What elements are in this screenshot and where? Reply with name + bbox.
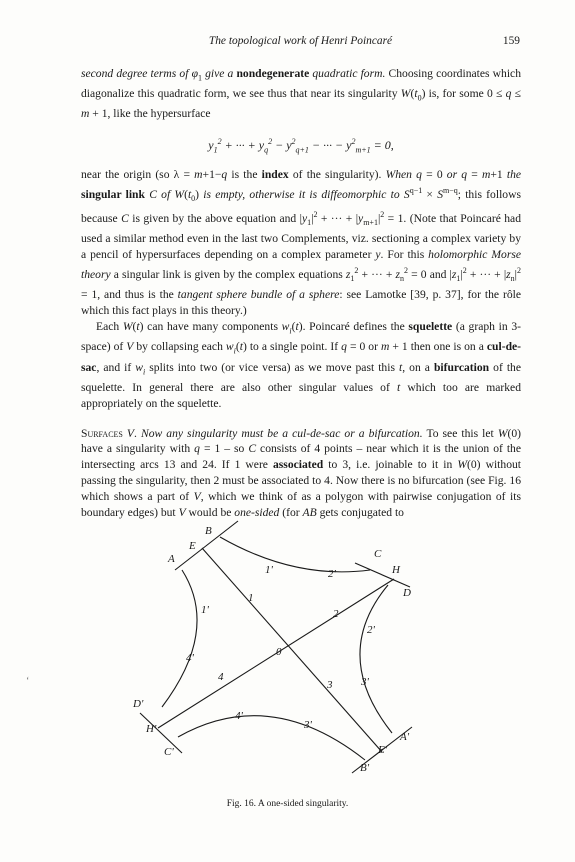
label-B-prime: B'	[360, 762, 370, 774]
label-1-prime-top: 1'	[265, 564, 273, 576]
page-number: 159	[502, 35, 520, 47]
paragraph-4: Surfaces V. Now any singularity must be a cul-de-sac or a bifurcation. To see this let W(0) have a singularity with q = 1 – so C consists of 4 points – near which it is the union of the intersecting arcs 13 and 24. If 1 were associated to 3, i.e. joinable to it in W(0) without passing the singularity, then 2 must be associated to 4. Now there is no bifurcation (see Fig. 16 which shows a part of V, which we think of as a polygon with pairwise conjugation of its boundary edges) but V would be one-sided (for AB gets conjugated to	[81, 426, 522, 520]
label-4-prime-left: 4'	[186, 652, 194, 664]
label-2-prime-right: 2'	[367, 624, 375, 636]
arc-left	[162, 570, 197, 707]
label-B: B	[205, 525, 212, 537]
figure-16	[120, 515, 450, 775]
label-3-prime-right: 3'	[361, 676, 369, 688]
label-2-prime-top: 2'	[328, 568, 336, 580]
label-1: 1	[248, 592, 254, 604]
label-E-prime: E'	[378, 744, 388, 756]
label-A-prime: A'	[400, 731, 410, 743]
label-D-prime: D'	[133, 698, 144, 710]
label-0: 0	[276, 646, 282, 658]
arc-right	[360, 585, 392, 733]
label-3: 3	[327, 679, 333, 691]
label-A: A	[168, 553, 175, 565]
arc-top	[220, 537, 370, 572]
label-E: E	[189, 540, 196, 552]
edge-CD	[355, 563, 410, 587]
one-sided-singularity-diagram	[120, 515, 450, 775]
paragraph-2: near the origin (so λ = m+1−q is the index of the singularity). When q = 0 or q = m+1 the singular link C of $W(t_0)$ is empty, otherwise it is diffeomorphic to $S^{q-1} \times S^{m-q}$; this follows because C is given by the above equation and $|y_1|^2$ + ··· + $|y_{m+1}|^2 = 1$. (Note that Poincaré had used a similar method even in the last two Complements, viz. sectioning a complex variety by a pencil of hypersurfaces depending on a complex parameter y. For this holomorphic Morse theory a singular link is given by the complex equations $z_1^2$ + ··· + $z_n^2 = 0$ and $|z_1|^2$ + ··· + $|z_n|^2 = 1$, and thus is the tangent sphere bundle of a sphere: see Lamotke [39, p. 37], for the rôle which this fact plays in this theory.)	[81, 168, 522, 318]
label-H-prime: H'	[146, 723, 157, 735]
label-4-prime-bottom: 4'	[235, 710, 243, 722]
paragraph-1: second degree terms of $\varphi_1$ give a nondegenerate quadratic form. Choosing coordinates which diagonalize this quadratic form, we see thus that near its singularity $W(t_0)$ is, for some 0 ≤ q ≤ m + 1, like the hypersurface	[81, 67, 521, 121]
margin-mark: ʻ	[26, 676, 30, 687]
label-4: 4	[218, 671, 224, 683]
hypersurface-equation: $y_1^2$ + ··· + $y_q^2 - y^2_{q+1}$ − ··· − $y^2_{m+1} = 0$,	[208, 137, 394, 155]
label-H: H	[392, 564, 400, 576]
figure-caption: Fig. 16. A one-sided singularity.	[226, 799, 349, 809]
running-title: The topological work of Henri Poincaré	[208, 35, 393, 47]
label-C: C	[374, 548, 382, 560]
label-3-prime-bottom: 3'	[304, 719, 312, 731]
label-C-prime: C'	[164, 746, 174, 758]
p1-line-1: second degree terms of $\varphi_1$ give a nondegenerate quadratic form. Choosing coordinates	[81, 67, 490, 83]
arc-bottom	[178, 716, 365, 760]
label-D: D	[403, 587, 411, 599]
page-body	[81, 66, 521, 521]
label-1-prime-left: 1'	[201, 604, 209, 616]
paragraph-3: Each W(t) can have many components $w_i(t)$. Poincaré defines the squelette (a graph in 3-space) of V by collapsing each $w_i(t)$ to a single point. If q = 0 or m + 1 then one is on a cul-de-sac, and if $w_i$ splits into two (or vice versa) as we move past this t, on a bifurcation of the squelette. In general there are also other singular values of t which too are marked appropriately on the squelette.	[81, 320, 522, 410]
running-header	[81, 34, 520, 50]
label-2: 2	[333, 608, 339, 620]
